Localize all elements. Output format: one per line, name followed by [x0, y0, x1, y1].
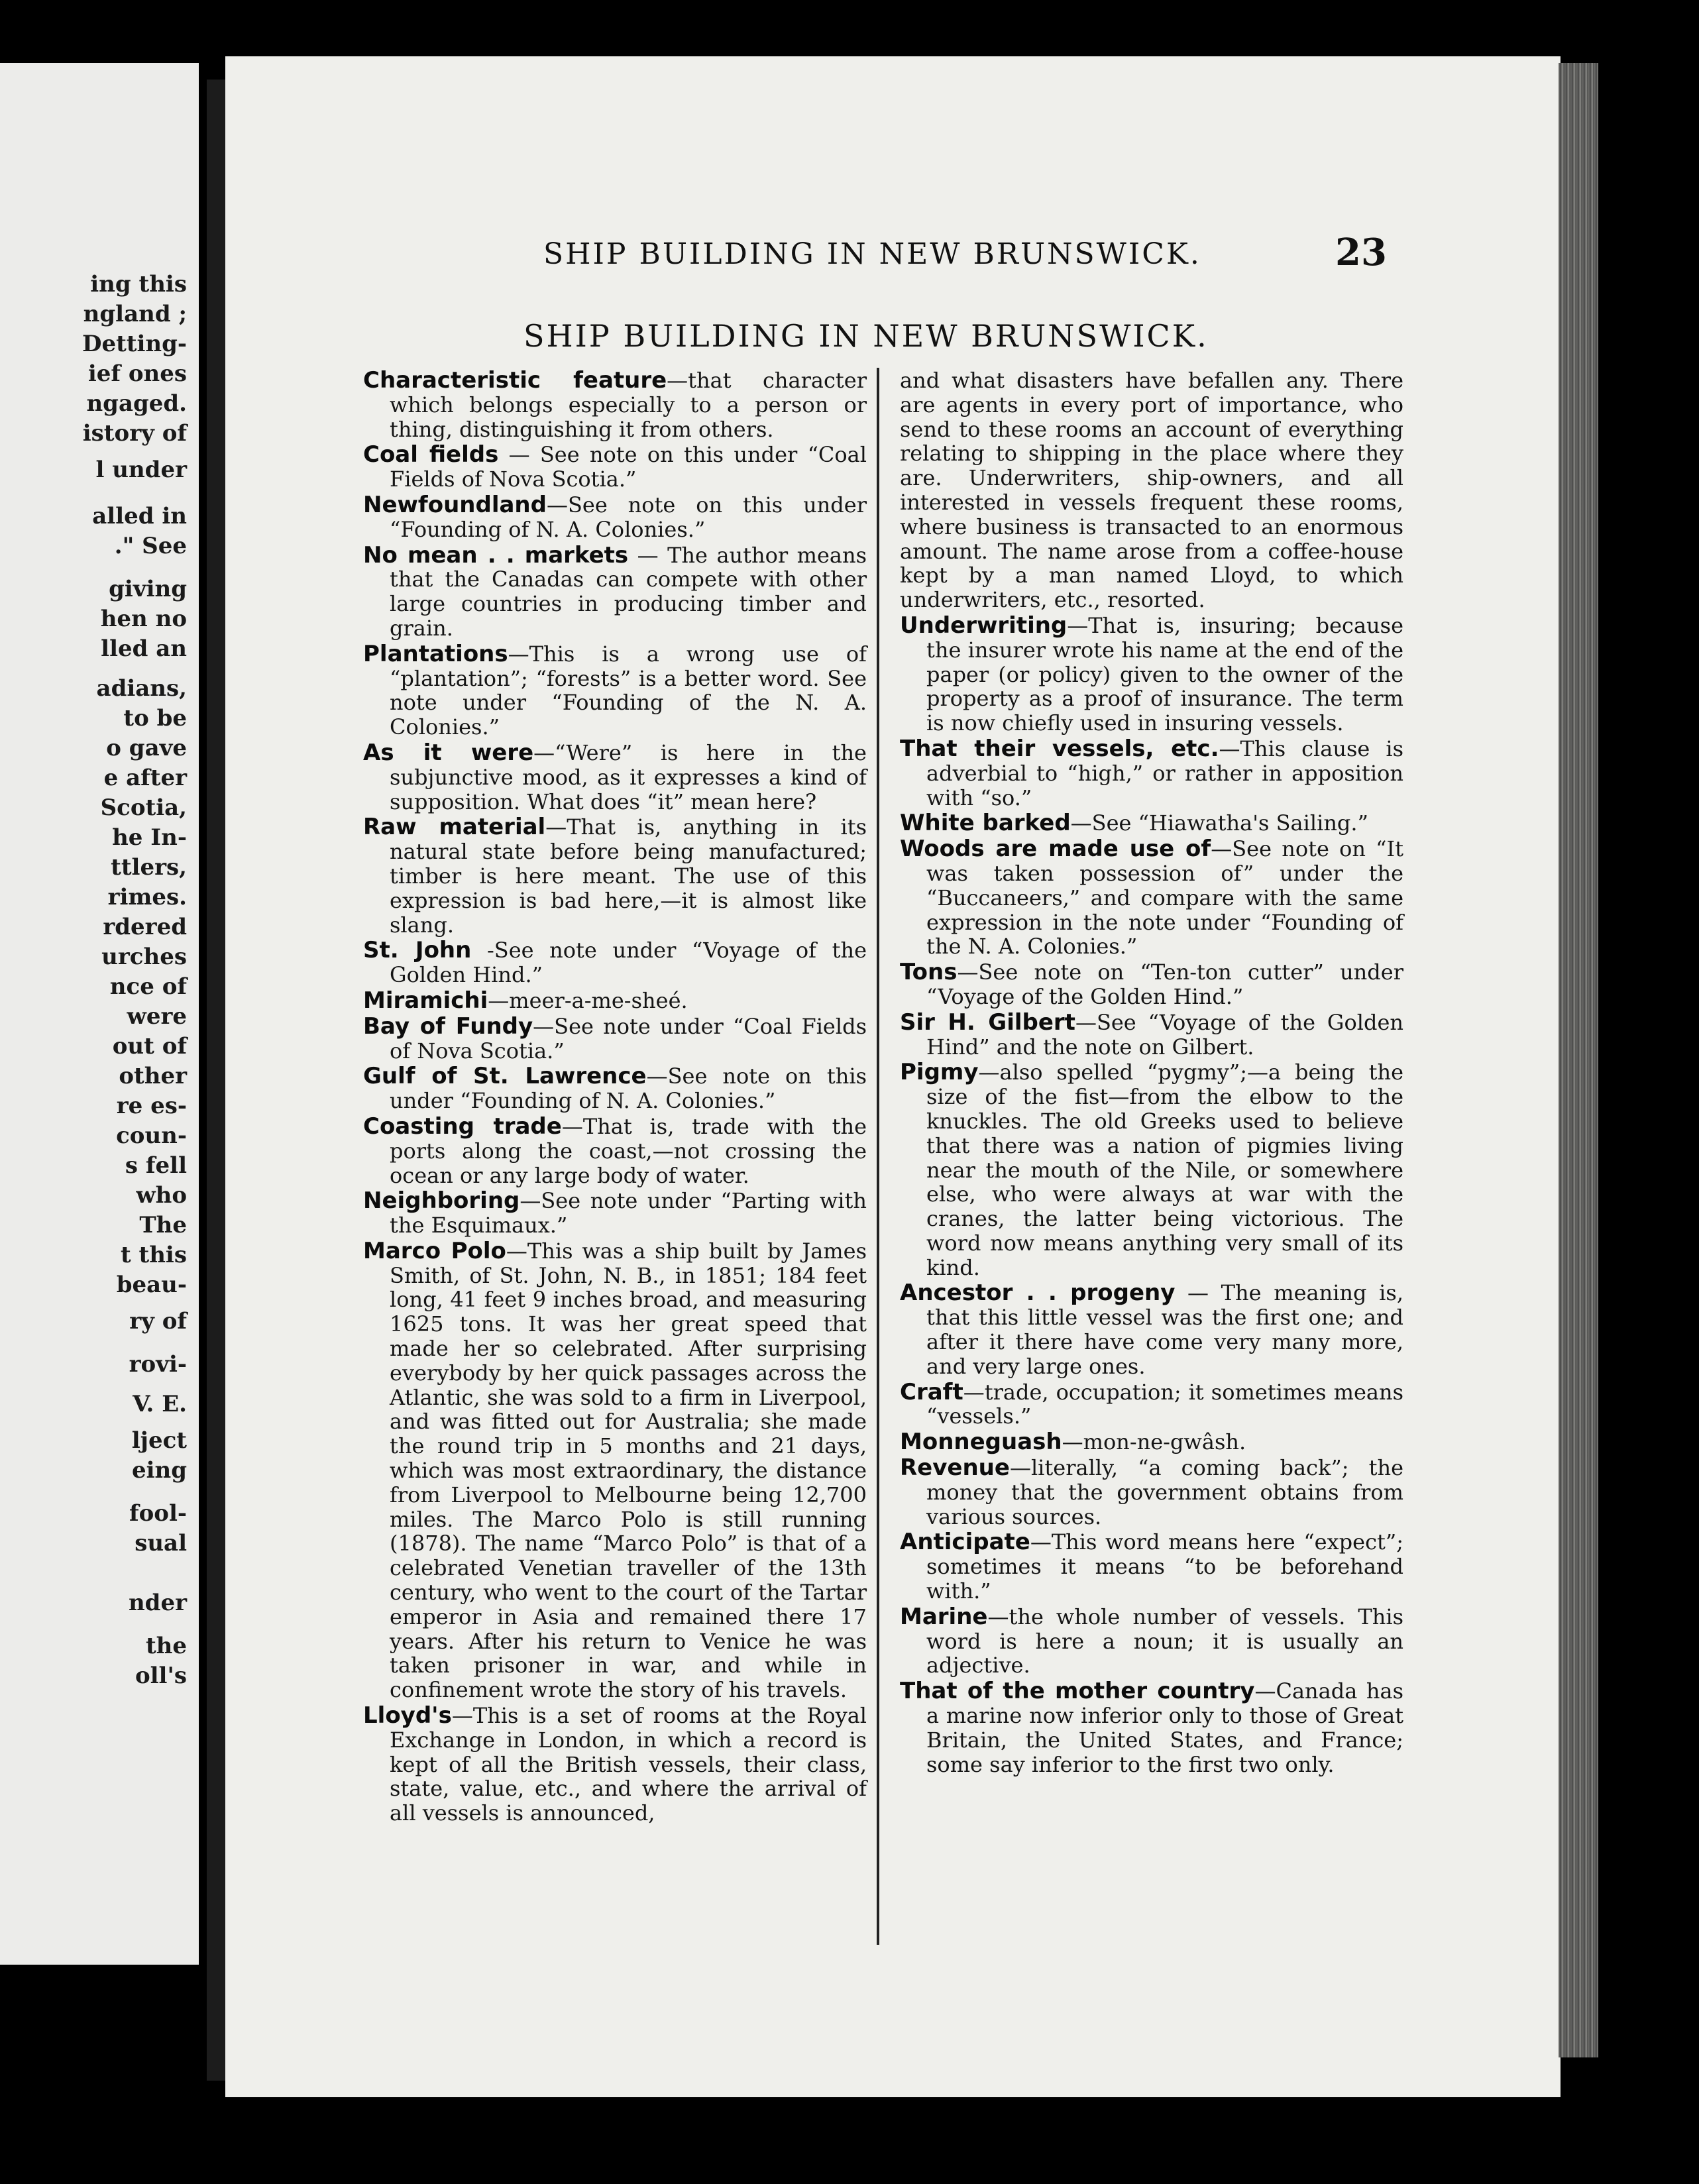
- glossary-entry: [900, 1456, 1403, 1529]
- glossary-entry: [363, 1115, 867, 1187]
- glossary-entry: [363, 1064, 867, 1113]
- glossary-term: Lloyd's: [363, 1702, 452, 1729]
- glossary-entry: [363, 493, 867, 542]
- glossary-definition: —That is, anything in its natural state before being manufactured; timber is here meant. The use of this expression is bad here,—it is almost like slang.: [390, 814, 867, 938]
- facing-page-line: sual: [135, 1530, 187, 1556]
- glossary-term: Revenue: [900, 1454, 1010, 1482]
- glossary-term: St. John: [363, 937, 472, 964]
- facing-page-line: t this: [120, 1242, 187, 1268]
- glossary-term: Marine: [900, 1603, 988, 1630]
- facing-page-line: oll's: [135, 1663, 187, 1689]
- glossary-term: Characteristic feature: [363, 367, 667, 394]
- facing-page-line: e after: [103, 765, 187, 791]
- facing-page-line: Detting-: [82, 331, 187, 357]
- glossary-term: Neighboring: [363, 1187, 520, 1215]
- facing-page-line: o gave: [106, 735, 187, 761]
- glossary-definition: —that character which belongs especially to a person or thing, distinguishing it from others.: [390, 368, 867, 442]
- glossary-entry: [363, 1014, 867, 1064]
- facing-page-line: out of: [112, 1033, 187, 1060]
- glossary-term: Craft: [900, 1378, 963, 1405]
- facing-page-line: coun-: [116, 1122, 187, 1149]
- facing-page-line: ing this: [90, 271, 187, 298]
- glossary-term: Monneguash: [900, 1429, 1062, 1456]
- facing-page-line: lject: [131, 1427, 187, 1454]
- glossary-definition: —See note on this under “Founding of N. A. Colonies.”: [390, 492, 867, 542]
- glossary-definition: —the whole number of vessels. This word is here a noun; it is usually an adjective.: [926, 1604, 1403, 1678]
- glossary-entry: [363, 642, 867, 739]
- glossary-term: White barked: [900, 810, 1071, 837]
- facing-page-line: nce of: [109, 973, 187, 1000]
- facing-page-line: hen no: [100, 606, 187, 632]
- glossary-entry: [363, 938, 867, 987]
- glossary-term: Marco Polo: [363, 1237, 506, 1264]
- facing-page-line: The: [139, 1212, 187, 1238]
- glossary-entry: [363, 1239, 867, 1702]
- glossary-definition: —See note under “Parting with the Esquimaux.”: [390, 1188, 867, 1238]
- glossary-entry: [900, 614, 1403, 736]
- glossary-definition: —See note on “It was taken possession of” under the “Buccaneers,” and compare with the same expression in the note under “Founding of the N. A. Colonies.”: [926, 836, 1404, 959]
- facing-page-line: the: [145, 1633, 187, 1659]
- glossary-definition: —literally, “a coming back”; the money that the government obtains from various sources.: [926, 1455, 1403, 1529]
- glossary-entry: [363, 443, 867, 492]
- glossary-term: Tons: [900, 959, 958, 986]
- glossary-entry: [900, 737, 1403, 810]
- glossary-term: No mean . . markets: [363, 541, 629, 569]
- facing-page-line: ." See: [114, 533, 187, 559]
- glossary-definition: —This was a ship built by James Smith, of St. John, N. B., in 1851; 184 feet long, 41 feet 9 inches broad, and measuring 1625 tons. It was her great speed that made her so celebrated. After surprising everybody by her quick passages across the Atlantic, she was sold to a firm in Liverpool, and was fitted out for Australia; she made the round trip in 5 months and 21 days, which was most extraordinary, the distance from Liverpool to Melbourne being 12,700 miles. The Marco Polo is still running (1878). The name “Marco Polo” is that of a celebrated Venetian traveller of the 13th century, who went to the court of the Tartar emperor in Asia and remained there 17 years. After his return to Venice he was taken prisoner in war, and while in confinement wrote the story of his travels.: [390, 1238, 867, 1703]
- facing-page-line: urches: [101, 944, 187, 970]
- running-head: SHIP BUILDING IN NEW BRUNSWICK.: [543, 237, 1201, 271]
- glossary-definition: —This word means here “expect”; sometimes it means “to be beforehand with.”: [926, 1529, 1403, 1604]
- glossary-term: As it were: [363, 739, 534, 766]
- glossary-entry: [900, 1380, 1403, 1429]
- facing-page-line: Scotia,: [100, 794, 187, 821]
- facing-page-line: fool-: [129, 1500, 187, 1527]
- glossary-entry: [900, 1010, 1403, 1060]
- glossary-definition: —This is a wrong use of “plantation”; “forests” is a better word. See note under “Founding of the N. A. Colonies.”: [390, 641, 867, 740]
- facing-page-line: lled an: [101, 635, 187, 662]
- facing-page-line: to be: [123, 705, 187, 732]
- facing-page-line: ttlers,: [111, 854, 187, 881]
- facing-page-line: rimes.: [107, 884, 187, 910]
- glossary-entry: [900, 1430, 1403, 1454]
- column-rule: [877, 368, 879, 1945]
- glossary-entry: [363, 815, 867, 937]
- facing-page-line: giving: [109, 576, 187, 602]
- glossary-term: Newfoundland: [363, 491, 547, 518]
- facing-page-line: adians,: [96, 675, 187, 702]
- facing-page-line: s fell: [125, 1152, 187, 1179]
- glossary-definition: —See “Hiawatha's Sailing.”: [1070, 810, 1368, 836]
- glossary-entry: [363, 368, 867, 441]
- facing-page-line: he In-: [112, 824, 187, 851]
- section-title: SHIP BUILDING IN NEW BRUNSWICK.: [523, 318, 1209, 354]
- page-edges: [1559, 63, 1598, 2057]
- glossary-definition: —See note under “Coal Fields of Nova Scotia.”: [390, 1013, 867, 1064]
- glossary-term: Underwriting: [900, 612, 1068, 639]
- facing-page-line: ngland ;: [83, 301, 187, 327]
- glossary-entry: [900, 837, 1403, 959]
- glossary-entry: [363, 989, 867, 1013]
- facing-page-line: V. E.: [133, 1391, 187, 1417]
- glossary-definition: —meer-a-me-sheé.: [488, 987, 688, 1013]
- glossary-entry: [363, 1189, 867, 1238]
- glossary-definition: —See note on this under “Founding of N. A. Colonies.”: [390, 1064, 867, 1114]
- glossary-term: Sir H. Gilbert: [900, 1009, 1075, 1036]
- glossary-entry: [363, 741, 867, 814]
- glossary-term: Gulf of St. Lawrence: [363, 1063, 647, 1090]
- glossary-definition: —This is a set of rooms at the Royal Exchange in London, in which a record is kept of all the British vessels, their class, state, value, etc., and where the arrival of all vessels is announced,: [390, 1703, 867, 1826]
- glossary-definition: —See note on “Ten-ton cutter” under “Voyage of the Golden Hind.”: [926, 959, 1403, 1009]
- facing-page-line: l under: [95, 457, 187, 483]
- facing-page-line: other: [119, 1063, 187, 1089]
- glossary-term: Woods are made use of: [900, 836, 1211, 863]
- glossary-term: Pigmy: [900, 1059, 979, 1086]
- glossary-term: Plantations: [363, 640, 508, 667]
- glossary-entry: [363, 1704, 867, 1826]
- glossary-definition: —See “Voyage of the Golden Hind” and the note on Gilbert.: [926, 1009, 1403, 1060]
- glossary-term: Miramichi: [363, 987, 488, 1014]
- glossary-entry: [900, 1679, 1403, 1776]
- glossary-definition: —trade, occupation; it sometimes means “vessels.”: [926, 1379, 1403, 1429]
- continued-text: and what disasters have befallen any. There are agents in every port of importance, who send to these rooms an account of everything relating to shipping in the place where they are. Underwriters, ship-owners, and all interested in vessels frequent these rooms, where business is transacted to an enormous amount. The name arose from a coffee-house kept by a man named Lloyd, to which underwriters, etc., resorted.: [900, 368, 1403, 613]
- glossary-entry: [900, 1281, 1403, 1378]
- facing-page-line: eing: [131, 1457, 187, 1484]
- book-gutter: [207, 80, 225, 2081]
- glossary-entry: [900, 1530, 1403, 1603]
- facing-page-line: ngaged.: [86, 390, 187, 417]
- facing-page-line: alled in: [92, 503, 187, 529]
- glossary-definition: —That is, insuring; because the insurer wrote his name at the end of the paper (or policy) given to the owner of the property as a proof of insurance. The term is now chiefly used in insuring vessels.: [926, 612, 1403, 736]
- glossary-term: That of the mother country: [900, 1678, 1255, 1705]
- facing-page-line: beau-: [116, 1272, 187, 1298]
- glossary-entry: [900, 1605, 1403, 1678]
- glossary-definition: — See note on this under “Coal Fields of Nova Scotia.”: [390, 442, 867, 492]
- facing-page-line: ry of: [129, 1308, 187, 1335]
- facing-page-line: re es-: [116, 1093, 187, 1119]
- glossary-term: Ancestor . . progeny: [900, 1280, 1176, 1307]
- glossary-term: That their vessels, etc.: [900, 735, 1219, 762]
- glossary-definition: —This clause is adverbial to “high,” or rather in apposition with “so.”: [926, 736, 1404, 810]
- glossary-definition: —also spelled “pygmy”;—a being the size of the fist—from the elbow to the knuckles. The old Greeks used to believe that there was a nation of pigmies living near the mouth of the Nile, or somewhere else, who were always at war with the cranes, the latter being victorious. The word now means anything very small of its kind.: [926, 1060, 1403, 1280]
- facing-page-line: rovi-: [129, 1351, 187, 1378]
- glossary-definition: -See note under “Voyage of the Golden Hind.”: [390, 938, 867, 988]
- glossary-definition: —Canada has a marine now inferior only to those of Great Britain, the United States, and France; some say inferior to the first two only.: [926, 1678, 1403, 1777]
- right-column-entries: [900, 614, 1403, 1776]
- glossary-term: Coal fields: [363, 441, 499, 468]
- left-column: [363, 368, 867, 1827]
- right-column: [900, 368, 1403, 1778]
- glossary-term: Anticipate: [900, 1529, 1030, 1556]
- glossary-entry: [900, 1060, 1403, 1280]
- glossary-entry: [900, 811, 1403, 836]
- glossary-entry: [900, 960, 1403, 1009]
- glossary-definition: —That is, trade with the ports along the coast,—not crossing the ocean or any large body of water.: [390, 1113, 867, 1188]
- glossary-term: Coasting trade: [363, 1113, 562, 1140]
- facing-page-line: ief ones: [87, 360, 187, 387]
- glossary-definition: — The author means that the Canadas can compete with other large countries in producing timber and grain.: [390, 542, 867, 641]
- glossary-definition: —“Were” is here in the subjunctive mood, as it expresses a kind of supposition. What does “it” mean here?: [390, 739, 867, 814]
- glossary-term: Bay of Fundy: [363, 1012, 533, 1040]
- glossary-definition: — The meaning is, that this little vessel was the first one; and after it there have come very many more, and very large ones.: [926, 1280, 1404, 1379]
- facing-page-line: who: [136, 1182, 187, 1209]
- facing-page-line: istory of: [82, 420, 187, 447]
- facing-page-fragment: [0, 63, 199, 1965]
- facing-page-line: were: [127, 1003, 187, 1030]
- glossary-term: Raw material: [363, 814, 546, 841]
- glossary-entry: [363, 543, 867, 641]
- facing-page-line: rdered: [103, 914, 187, 940]
- page-number: 23: [1335, 231, 1387, 274]
- glossary-definition: —mon-ne-gwâsh.: [1062, 1429, 1246, 1455]
- facing-page-line: nder: [128, 1590, 187, 1616]
